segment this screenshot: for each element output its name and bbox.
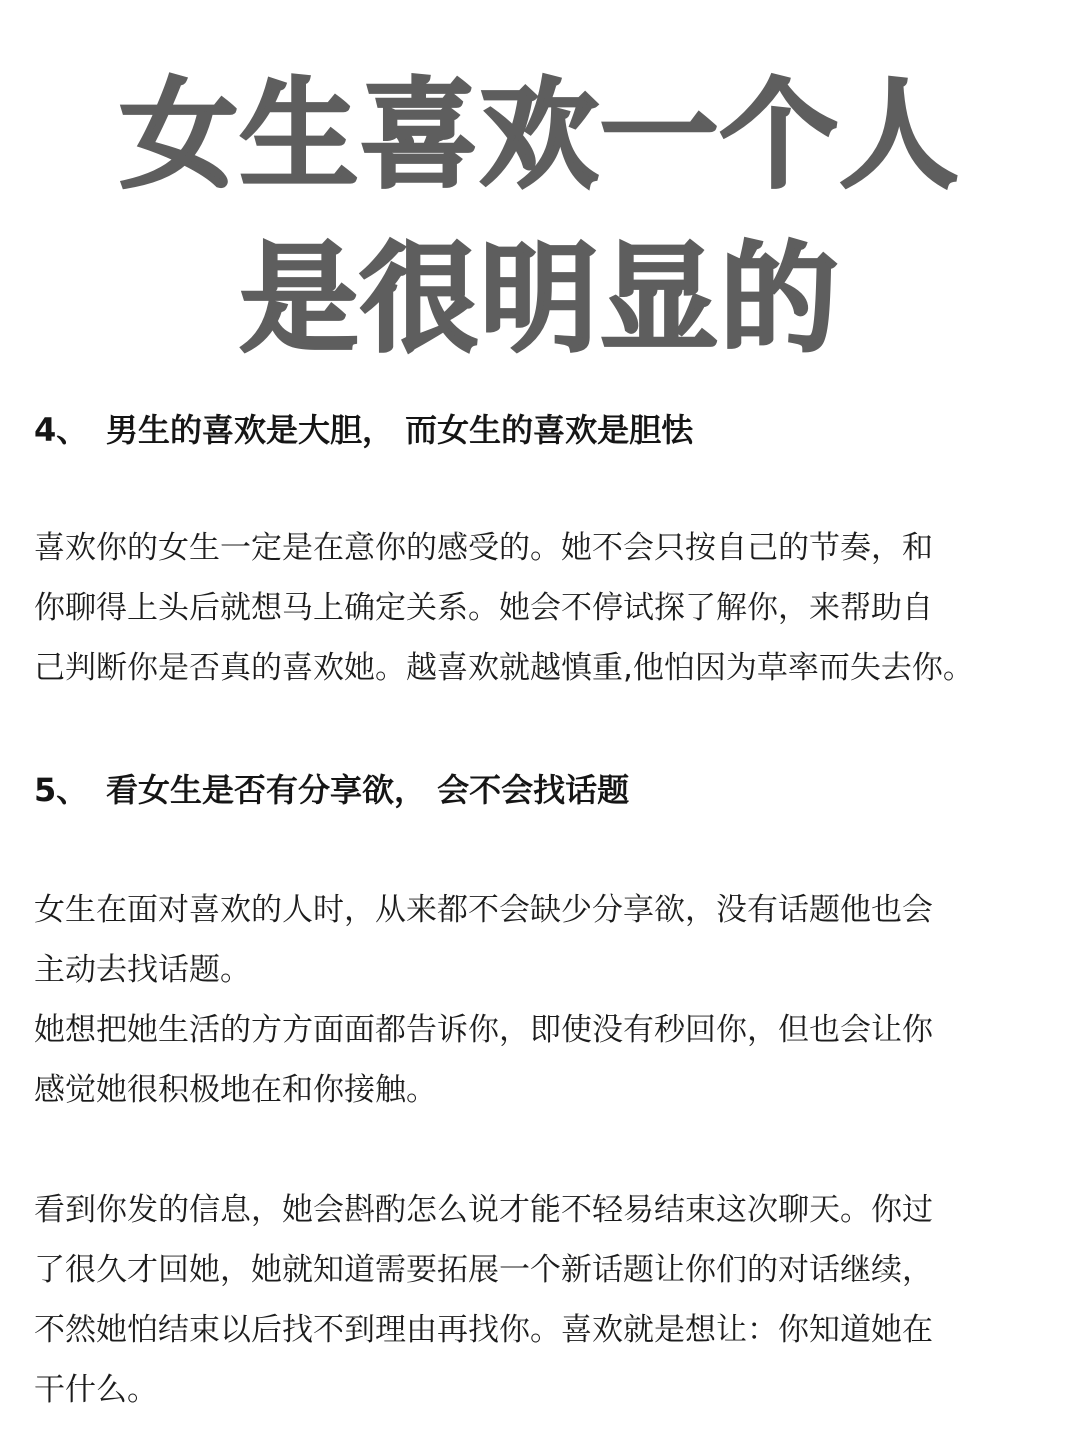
paragraph-line: 你聊得上头后就想马上确定关系。她会不停试探了解你，来帮助自 [34,590,933,626]
section-4-heading-text: 男生的喜欢是大胆， 而女生的喜欢是胆怯 [106,411,694,449]
paragraph-line: 了很久才回她，她就知道需要拓展一个新话题让你们的对话继续， [34,1252,933,1288]
paragraph-line: 看到你发的信息，她会斟酌怎么说才能不轻易结束这次聊天。你过 [34,1192,933,1228]
section-4-number: 4、 [34,411,89,449]
section-5-number: 5、 [34,771,89,809]
paragraph-line: 女生在面对喜欢的人时，从来都不会缺少分享欲，没有话题他也会 [34,892,933,928]
section-5-paragraph-1 [34,880,1064,1120]
page-title-line-2: 是很明显的 [239,230,840,368]
page-title-line-1: 女生喜欢一个人 [119,66,960,204]
paragraph-line: 她想把她生活的方方面面都告诉你，即使没有秒回你，但也会让你 [34,1012,933,1048]
paragraph-line: 干什么。 [34,1372,158,1408]
section-4-paragraph [34,518,1064,698]
section-5-paragraph-2 [34,1180,1064,1420]
section-4-heading [34,411,694,449]
section-5-heading [34,771,630,809]
paragraph-line: 不然她怕结束以后找不到理由再找你。喜欢就是想让：你知道她在 [34,1312,933,1348]
section-5-heading-text: 看女生是否有分享欲， 会不会找话题 [106,771,630,809]
paragraph-line: 感觉她很积极地在和你接触。 [34,1072,437,1108]
paragraph-line: 主动去找话题。 [34,952,251,988]
paragraph-line: 己判断你是否真的喜欢她。越喜欢就越慎重,他怕因为草率而失去你。 [34,650,974,686]
paragraph-line: 喜欢你的女生一定是在意你的感受的。她不会只按自己的节奏，和 [34,530,933,566]
